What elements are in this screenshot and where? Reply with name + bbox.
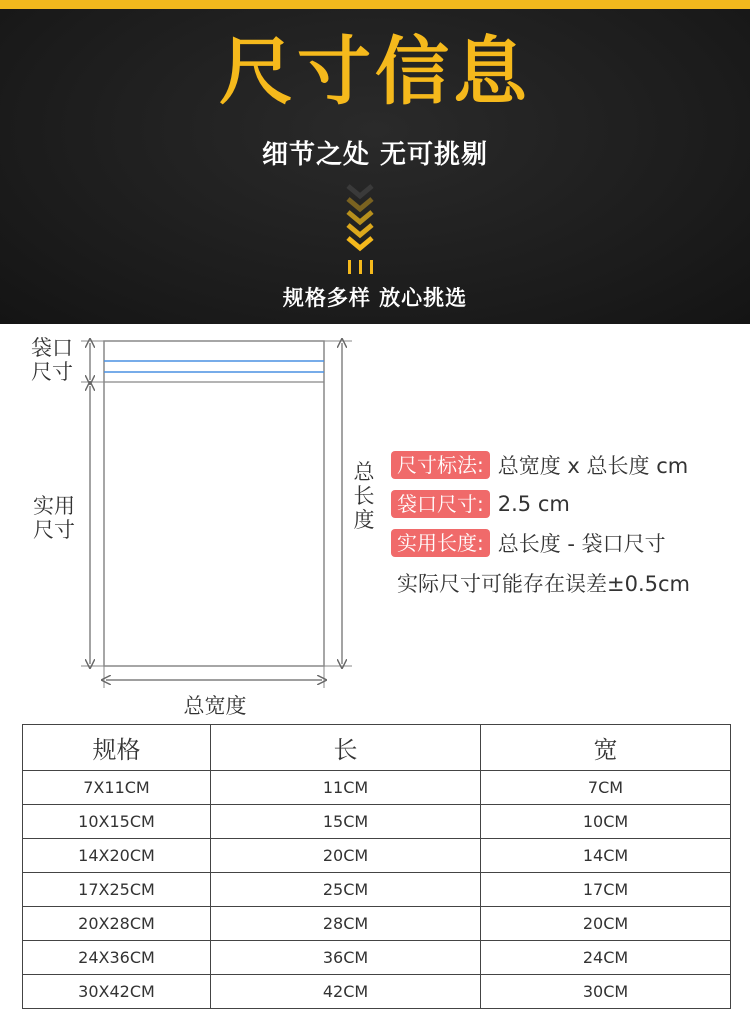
table-header-row [23, 725, 731, 771]
table-row [23, 907, 731, 941]
tolerance-note: 实际尺寸可能存在误差±0.5cm [397, 572, 690, 596]
cell-length: 15CM [211, 805, 481, 839]
cell-width: 17CM [481, 873, 731, 907]
info-row-notation [391, 450, 688, 480]
total-length-label: 总 长 度 [353, 460, 375, 532]
cell-spec: 24X36CM [23, 941, 211, 975]
page-subtitle: 细节之处 无可挑剔 [261, 140, 489, 170]
header-spec: 规格 [23, 725, 211, 771]
cell-spec: 10X15CM [23, 805, 211, 839]
cell-length: 42CM [211, 975, 481, 1009]
table-row [23, 975, 731, 1009]
cell-width: 7CM [481, 771, 731, 805]
info-value: 2.5 cm [497, 492, 570, 516]
top-accent-stripe [0, 0, 750, 9]
cell-spec: 17X25CM [23, 873, 211, 907]
info-tag: 袋口尺寸: [391, 490, 490, 518]
cell-length: 36CM [211, 941, 481, 975]
table-row [23, 873, 731, 907]
chevron-down-icon [343, 182, 377, 258]
info-row-mouth [391, 489, 570, 519]
page-tagline: 规格多样 放心挑选 [282, 286, 468, 310]
mouth-size-label: 袋口 尺寸 [31, 336, 73, 384]
header-width: 宽 [481, 725, 731, 771]
header-banner [0, 0, 750, 324]
cell-length: 11CM [211, 771, 481, 805]
info-tag: 实用长度: [391, 529, 490, 557]
cell-spec: 7X11CM [23, 771, 211, 805]
usable-size-label: 实用 尺寸 [33, 494, 75, 542]
size-diagram [0, 324, 750, 722]
cell-width: 24CM [481, 941, 731, 975]
cell-width: 14CM [481, 839, 731, 873]
table-row [23, 839, 731, 873]
cell-width: 10CM [481, 805, 731, 839]
size-spec-table [22, 724, 731, 1009]
table-row [23, 941, 731, 975]
info-value: 总长度 - 袋口尺寸 [497, 532, 666, 556]
table-row [23, 805, 731, 839]
cell-width: 30CM [481, 975, 731, 1009]
cell-length: 25CM [211, 873, 481, 907]
bag-body [104, 341, 324, 666]
cell-width: 20CM [481, 907, 731, 941]
header-length: 长 [211, 725, 481, 771]
total-width-label: 总宽度 [183, 694, 247, 718]
cell-spec: 30X42CM [23, 975, 211, 1009]
table-row [23, 771, 731, 805]
cell-length: 28CM [211, 907, 481, 941]
bars-icon [346, 260, 376, 274]
cell-length: 20CM [211, 839, 481, 873]
info-value: 总宽度 x 总长度 cm [497, 454, 689, 478]
info-tag: 尺寸标法: [391, 451, 490, 479]
cell-spec: 20X28CM [23, 907, 211, 941]
cell-spec: 14X20CM [23, 839, 211, 873]
info-row-usable [391, 528, 666, 558]
page-title: 尺寸信息 [219, 29, 531, 115]
